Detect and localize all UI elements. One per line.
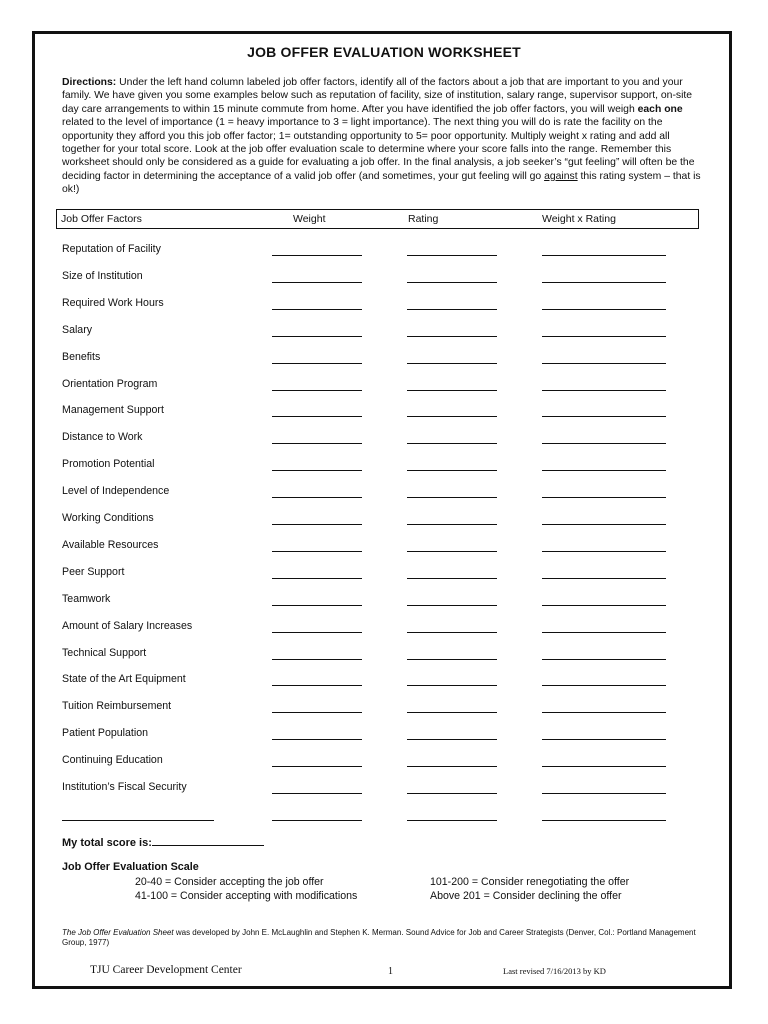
factor-label: State of the Art Equipment [62,673,186,686]
rating-blank[interactable] [407,524,497,525]
weight-x-rating-blank[interactable] [542,578,666,579]
total-score [62,835,264,849]
factor-row [62,322,682,340]
weight-x-rating-blank[interactable] [542,282,666,283]
weight-blank[interactable] [272,470,362,471]
table-header [56,209,699,229]
header-weight: Weight [293,213,326,225]
rating-blank[interactable] [407,793,497,794]
weight-blank[interactable] [272,497,362,498]
factor-row [62,537,682,555]
factor-label: Size of Institution [62,269,143,282]
weight-blank[interactable] [272,282,362,283]
footer-organization: TJU Career Development Center [90,964,242,976]
factor-row [62,591,682,609]
factor-label: Working Conditions [62,512,154,524]
weight-blank[interactable] [272,336,362,337]
weight-blank[interactable] [272,793,362,794]
factor-row [62,349,682,367]
factor-row [62,645,682,663]
scale-item: 101-200 = Consider renegotiating the offer [430,876,630,888]
rating-blank[interactable] [407,659,497,660]
weight-x-rating-blank[interactable] [542,363,666,364]
factor-label: Required Work Hours [62,296,164,309]
rating-blank[interactable] [407,632,497,633]
rating-blank[interactable] [407,336,497,337]
weight-blank[interactable] [272,309,362,310]
factor-row [62,268,682,286]
total-score-blank[interactable] [152,835,264,846]
weight-x-rating-blank[interactable] [542,659,666,660]
factor-row [62,241,682,259]
rating-blank[interactable] [407,470,497,471]
rating-blank[interactable] [407,578,497,579]
weight-blank[interactable] [272,390,362,391]
factor-row [62,456,682,474]
directions-text-3: this rating system – that is ok!) [62,170,701,196]
rating-blank[interactable] [407,712,497,713]
factor-row [62,698,682,716]
weight-x-rating-blank[interactable] [542,551,666,552]
header-weight-x-rating: Weight x Rating [542,213,616,225]
directions-underline: against [544,170,578,182]
rating-blank[interactable] [407,282,497,283]
weight-x-rating-blank[interactable] [542,309,666,310]
weight-blank[interactable] [272,632,362,633]
factor-label: Management Support [62,404,164,417]
weight-x-rating-blank[interactable] [542,793,666,794]
weight-blank[interactable] [272,712,362,713]
factor-row [62,402,682,420]
factor-row [62,295,682,313]
weight-x-rating-blank[interactable] [542,712,666,713]
factor-label: Amount of Salary Increases [62,619,193,632]
factor-label: Benefits [62,350,101,363]
weight-x-rating-blank[interactable] [542,416,666,417]
directions-label: Directions: [62,77,117,88]
scale-item: 20-40 = Consider accepting the job offer [135,876,324,888]
factor-row [62,618,682,636]
factor-label: Available Resources [62,538,159,551]
factor-row [62,779,682,797]
rating-blank[interactable] [407,390,497,391]
scale-item: 41-100 = Consider accepting with modifications [135,890,358,902]
directions-paragraph [62,76,702,197]
weight-x-rating-blank[interactable] [542,739,666,740]
custom-factor-blank[interactable] [62,820,214,821]
factor-row [62,510,682,528]
factor-row [62,376,682,394]
factor-label: Institution’s Fiscal Security [62,781,187,793]
weight-blank[interactable] [272,524,362,525]
weight-blank[interactable] [272,416,362,417]
weight-blank[interactable] [272,443,362,444]
weight-blank[interactable] [272,255,362,256]
directions-emphasis: each one [637,103,683,115]
header-factors: Job Offer Factors [61,213,142,225]
weight-x-rating-blank[interactable] [542,685,666,686]
scale-title: Job Offer Evaluation Scale [62,861,199,873]
weight-blank[interactable] [272,551,362,552]
rating-blank[interactable] [407,363,497,364]
rating-blank[interactable] [407,605,497,606]
weight-blank[interactable] [272,363,362,364]
weight-blank[interactable] [272,578,362,579]
factor-label: Tuition Reimbursement [62,700,172,713]
rating-blank[interactable] [407,443,497,444]
revision-note: Last revised 7/16/2013 by KD [503,966,606,976]
weight-x-rating-blank[interactable] [542,390,666,391]
factor-label: Distance to Work [62,431,143,444]
factor-label: Orientation Program [62,377,158,390]
factor-label: Teamwork [62,592,111,605]
factor-row [62,725,682,743]
weight-x-rating-blank[interactable] [542,443,666,444]
weight-blank[interactable] [272,659,362,660]
factor-label: Technical Support [62,646,147,659]
citation-title: The Job Offer Evaluation Sheet [62,928,174,937]
weight-blank[interactable] [272,820,362,821]
rating-blank[interactable] [407,497,497,498]
factor-row [62,483,682,501]
total-score-label: My total score is: [62,837,152,849]
factor-row [62,429,682,447]
factor-label: Reputation of Facility [62,243,161,255]
rating-blank[interactable] [407,309,497,310]
citation [62,928,702,948]
factor-label: Continuing Education [62,754,163,767]
weight-blank[interactable] [272,605,362,606]
weight-x-rating-blank[interactable] [542,632,666,633]
rating-blank[interactable] [407,685,497,686]
weight-x-rating-blank[interactable] [542,605,666,606]
factor-label: Promotion Potential [62,458,155,471]
weight-x-rating-blank[interactable] [542,336,666,337]
factor-label: Level of Independence [62,485,170,498]
scale-item: Above 201 = Consider declining the offer [430,890,622,902]
factor-label: Peer Support [62,565,125,578]
factor-row [62,671,682,689]
weight-blank[interactable] [272,766,362,767]
page-number: 1 [388,966,393,977]
factor-row [62,752,682,770]
rating-blank[interactable] [407,739,497,740]
weight-x-rating-blank[interactable] [542,820,666,821]
rating-blank[interactable] [407,766,497,767]
weight-x-rating-blank[interactable] [542,255,666,256]
citation-text: was developed by John E. McLaughlin and Stephen K. Merman. Sound Advice for Job and Career Strategists (Denver, Col.: Portland Management Group, 1977) [62,928,696,947]
directions-text-2: related to the level of importance (1 = heavy importance to 3 = light importance). The next thing you will do is rate the facility on the opportunity they afford you this job offer factor; 1= outstanding opportunity to 5= poor opportunity. Multiply weight x rating and add all together for your total score. Look at the job offer evaluation scale to determine where your score falls into the range. Remember this worksheet should only be considered as a guide for evaluating a job offer. In the final analysis, a job seeker’s “gut feeling” will often be the deciding factor in determining the acceptance of a valid job offer (and sometimes, your gut feeling will go [62,117,695,182]
factor-label: Salary [62,323,93,336]
header-rating: Rating [408,213,439,225]
factor-label: Patient Population [62,727,148,740]
rating-blank[interactable] [407,416,497,417]
rating-blank[interactable] [407,551,497,552]
weight-blank[interactable] [272,685,362,686]
rating-blank[interactable] [407,255,497,256]
blank-factor-row [62,806,682,824]
page-title: JOB OFFER EVALUATION WORKSHEET [247,44,521,60]
factor-row [62,564,682,582]
weight-x-rating-blank[interactable] [542,524,666,525]
weight-blank[interactable] [272,739,362,740]
weight-x-rating-blank[interactable] [542,766,666,767]
weight-x-rating-blank[interactable] [542,497,666,498]
weight-x-rating-blank[interactable] [542,470,666,471]
directions-text-1: Under the left hand column labeled job offer factors, identify all of the factors about a job that are important to you and your family. We have given you some examples below such as reputation of facility, size of institution, salary range, supervisor support, on-site day care arrangements to within 15 minute commute from home. After you have identified the job offer factors, you will weigh [62,77,693,115]
rating-blank[interactable] [407,820,497,821]
